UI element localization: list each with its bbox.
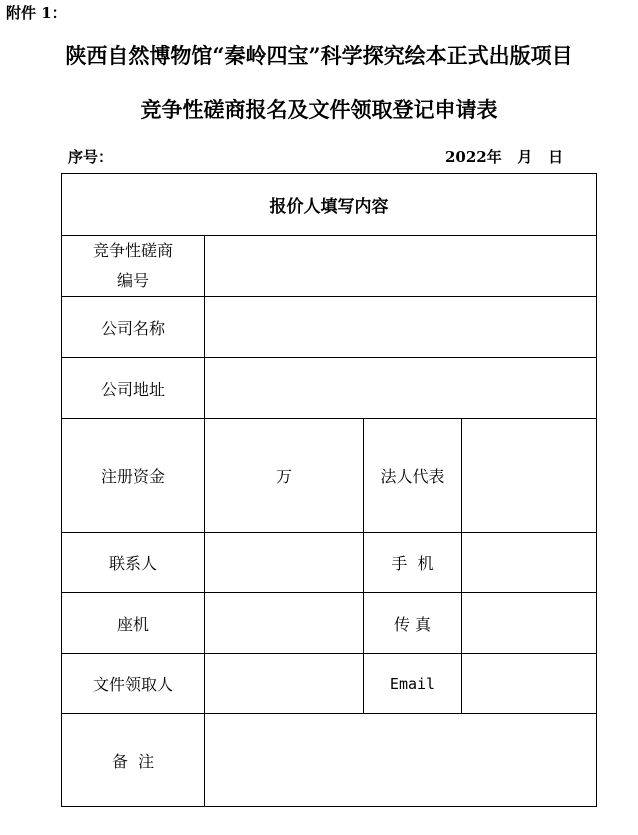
fax-field[interactable] <box>462 593 597 654</box>
company-name-label: 公司名称 <box>62 297 205 358</box>
contact-person-label: 联系人 <box>62 533 205 593</box>
landline-label: 座机 <box>62 593 205 654</box>
document-receiver-label: 文件领取人 <box>62 654 205 714</box>
remarks-label: 备 注 <box>62 714 205 807</box>
serial-number-label: 序号： <box>68 148 114 166</box>
form-title-line1: 陕西自然博物馆“秦岭四宝”科学探究绘本正式出版项目 <box>65 43 573 68</box>
remarks-field[interactable] <box>205 714 597 807</box>
landline-field[interactable] <box>205 593 364 654</box>
attachment-label: 附件 1： <box>6 4 67 22</box>
capital-unit: 万 <box>275 467 292 486</box>
company-name-field[interactable] <box>205 297 597 358</box>
registration-form-table <box>61 173 597 807</box>
form-title-line2: 竞争性磋商报名及文件领取登记申请表 <box>140 97 498 122</box>
document-receiver-field[interactable] <box>205 654 364 714</box>
bid-number-label <box>62 236 205 297</box>
email-label: Email <box>364 654 462 714</box>
registered-capital-field[interactable] <box>205 419 364 533</box>
fax-label: 传 真 <box>364 593 462 654</box>
email-field[interactable] <box>462 654 597 714</box>
date-label: 2022年 月 日 <box>445 148 564 166</box>
bid-number-label-line2: 编号 <box>116 271 149 290</box>
bid-number-field[interactable] <box>205 236 597 297</box>
mobile-field[interactable] <box>462 533 597 593</box>
registered-capital-label: 注册资金 <box>62 419 205 533</box>
company-address-label: 公司地址 <box>62 358 205 419</box>
mobile-label: 手 机 <box>364 533 462 593</box>
legal-representative-label: 法人代表 <box>364 419 462 533</box>
legal-representative-field[interactable] <box>462 419 597 533</box>
table-header: 报价人填写内容 <box>62 174 597 236</box>
bid-number-label-line1: 竞争性磋商 <box>92 241 173 260</box>
company-address-field[interactable] <box>205 358 597 419</box>
contact-person-field[interactable] <box>205 533 364 593</box>
